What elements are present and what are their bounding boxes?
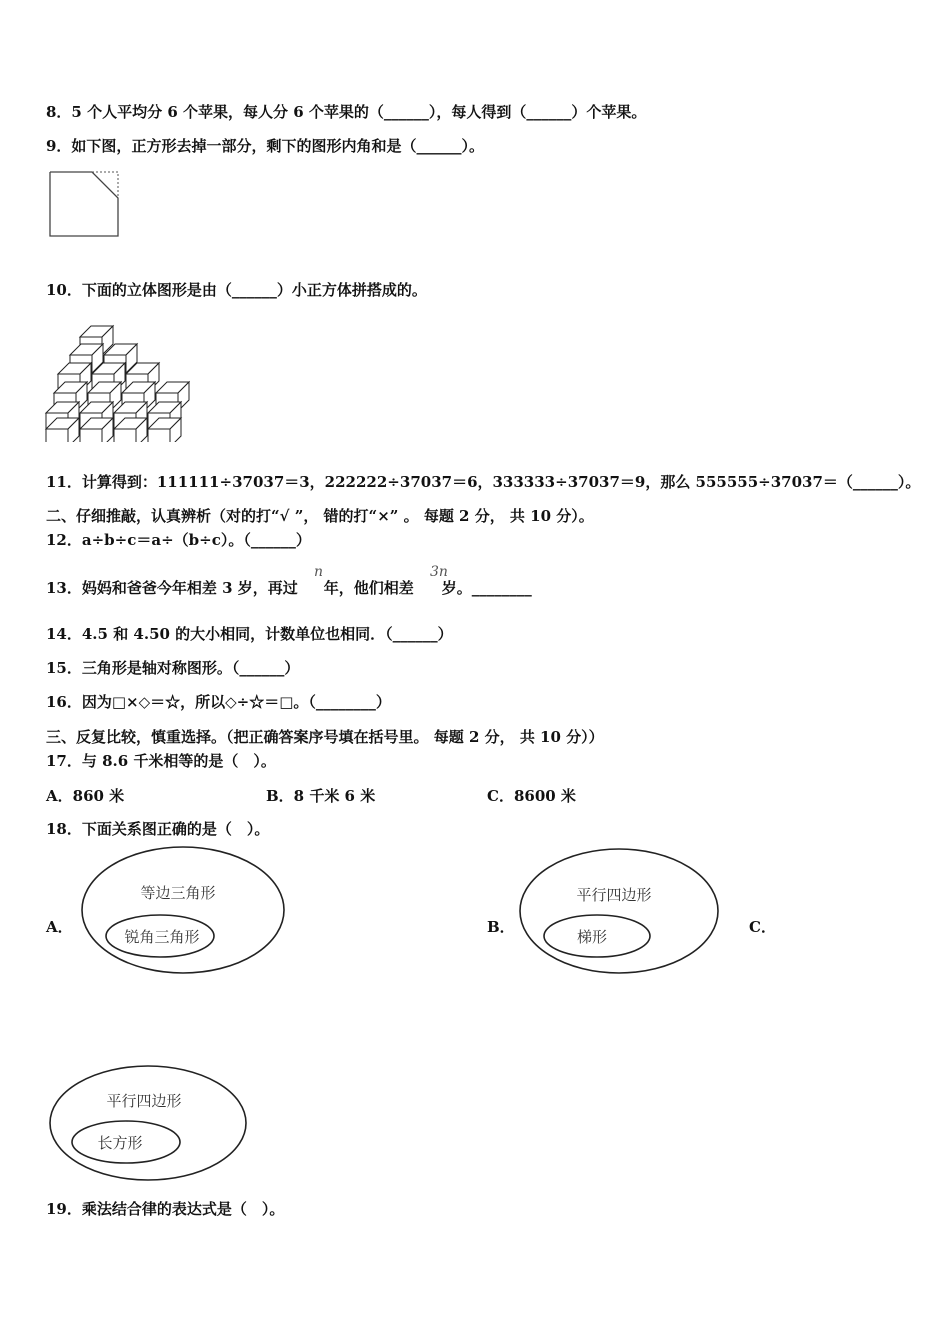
q17-option-b[interactable]: B．8 千米 6 米 — [266, 787, 376, 805]
question-18: 18．下面关系图正确的是（ ）。 — [46, 820, 270, 838]
q13-text-2: 年，他们相差 — [323, 579, 414, 597]
math-3n: 3n — [430, 564, 448, 580]
section-2-heading: 二、仔细推敲，认真辨析（对的打“√ ”， 错的打“×” 。 每题 2 分， 共 10 分）。 — [46, 507, 594, 525]
question-11: 11．计算得到：111111÷37037＝3，222222÷37037＝6，333333÷37037＝9，那么 555555÷37037＝（______）。 — [46, 473, 921, 491]
venn-b-inner-label: 梯形 — [576, 928, 608, 946]
section-3-heading: 三、反复比较，慎重选择。（把正确答案序号填在括号里。 每题 2 分， 共 10 分）） — [46, 728, 604, 746]
question-13 — [46, 578, 532, 598]
venn-b-outer-label: 平行四边形 — [576, 886, 652, 904]
question-9: 9．如下图，正方形去掉一部分，剩下的图形内角和是（______）。 — [46, 137, 484, 155]
question-15: 15．三角形是轴对称图形。（______） — [46, 659, 300, 677]
venn-a-outer-label: 等边三角形 — [140, 884, 216, 902]
q18-label-c[interactable]: C． — [749, 918, 776, 936]
q17-option-a[interactable]: A．860 米 — [46, 787, 125, 805]
question-8: 8．5 个人平均分 6 个苹果，每人分 6 个苹果的（______），每人得到（______）个苹果。 — [46, 103, 647, 121]
venn-a-inner-label: 锐角三角形 — [124, 928, 200, 946]
question-17: 17．与 8.6 千米相等的是（ ）。 — [46, 752, 276, 770]
venn-c-outer-label: 平行四边形 — [106, 1092, 182, 1110]
q18-label-a[interactable]: A． — [46, 918, 73, 936]
venn-c-inner-label: 长方形 — [97, 1134, 143, 1152]
question-12: 12．a÷b÷c＝a÷（b÷c）。（______） — [46, 531, 311, 549]
question-16: 16．因为□×◇＝☆，所以◇÷☆＝□。（________） — [46, 693, 391, 711]
venn-diagram-a — [80, 842, 290, 978]
question-10: 10．下面的立体图形是由（______）小正方体拼搭成的。 — [46, 281, 427, 299]
q13-text-1: 13．妈妈和爸爸今年相差 3 岁，再过 — [46, 579, 298, 597]
venn-diagram-c — [46, 1062, 250, 1184]
q17-option-c[interactable]: C．8600 米 — [487, 787, 576, 805]
stacked-cubes-figure — [44, 320, 190, 442]
question-14: 14．4.5 和 4.50 的大小相同，计数单位也相同．（______） — [46, 625, 453, 643]
math-n: n — [314, 564, 324, 580]
question-19: 19．乘法结合律的表达式是（ ）。 — [46, 1200, 285, 1218]
cut-square-figure — [46, 168, 122, 240]
q18-label-b[interactable]: B． — [487, 918, 515, 936]
q13-text-3: 岁。________ — [441, 579, 532, 597]
venn-diagram-b — [518, 844, 722, 978]
